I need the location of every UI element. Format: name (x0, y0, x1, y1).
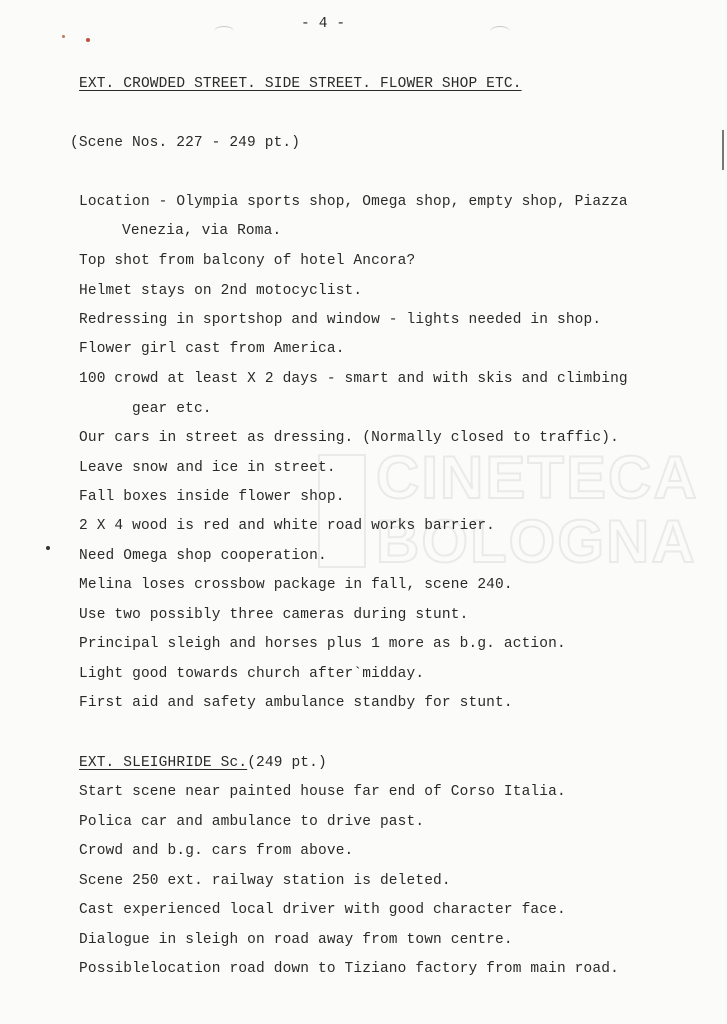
note-line: Crowd and b.g. cars from above. (79, 843, 354, 859)
note-line: Use two possibly three cameras during stunt. (79, 607, 469, 623)
section-heading-street: EXT. CROWDED STREET. SIDE STREET. FLOWER SHOP ETC. (79, 76, 522, 92)
note-line: Top shot from balcony of hotel Ancora? (79, 253, 416, 269)
note-line: Venezia, via Roma. (122, 223, 282, 239)
note-line: Leave snow and ice in street. (79, 460, 336, 476)
note-line: Principal sleigh and horses plus 1 more as b.g. action. (79, 636, 566, 652)
note-line: 100 crowd at least X 2 days - smart and with skis and climbing (79, 371, 628, 387)
note-line: Start scene near painted house far end of Corso Italia. (79, 784, 566, 800)
watermark-line-1: CINETECA (376, 444, 699, 511)
note-line: Our cars in street as dressing. (Normally closed to traffic). (79, 430, 619, 446)
watermark-line-2: BOLOGNA (376, 508, 697, 575)
paper-speck (86, 38, 90, 42)
note-line: 2 X 4 wood is red and white road works barrier. (79, 518, 496, 534)
paper-speck (62, 35, 65, 38)
note-line: First aid and safety ambulance standby for stunt. (79, 695, 513, 711)
punch-hole-mark (214, 26, 234, 37)
note-line: Possiblelocation road down to Tiziano factory from main road. (79, 961, 619, 977)
note-line: Dialogue in sleigh on road away from town centre. (79, 932, 513, 948)
note-line: Polica car and ambulance to drive past. (79, 814, 425, 830)
note-line: gear etc. (132, 401, 212, 417)
note-line: Fall boxes inside flower shop. (79, 489, 345, 505)
note-line: Helmet stays on 2nd motocyclist. (79, 283, 363, 299)
note-line: Scene 250 ext. railway station is deleted. (79, 873, 451, 889)
sleighride-heading-underlined: EXT. SLEIGHRIDE Sc. (79, 755, 248, 771)
scene-range: (Scene Nos. 227 - 249 pt.) (70, 135, 301, 151)
note-line: Light good towards church after`midday. (79, 666, 425, 682)
note-line: Location - Olympia sports shop, Omega shop, empty shop, Piazza (79, 194, 628, 210)
sleighride-heading-suffix: (249 pt.) (247, 755, 327, 771)
paper-speck (46, 546, 50, 550)
note-line: Redressing in sportshop and window - lights needed in shop. (79, 312, 602, 328)
page-number: - 4 - (301, 16, 346, 32)
note-line: Melina loses crossbow package in fall, scene 240. (79, 577, 513, 593)
note-line: Flower girl cast from America. (79, 341, 345, 357)
note-line: Cast experienced local driver with good character face. (79, 902, 566, 918)
punch-hole-mark (490, 26, 510, 37)
note-line: Need Omega shop cooperation. (79, 548, 327, 564)
cineteca-bologna-watermark (318, 444, 699, 582)
section-heading-sleighride (79, 755, 327, 771)
paper-edge-mark (722, 130, 724, 170)
